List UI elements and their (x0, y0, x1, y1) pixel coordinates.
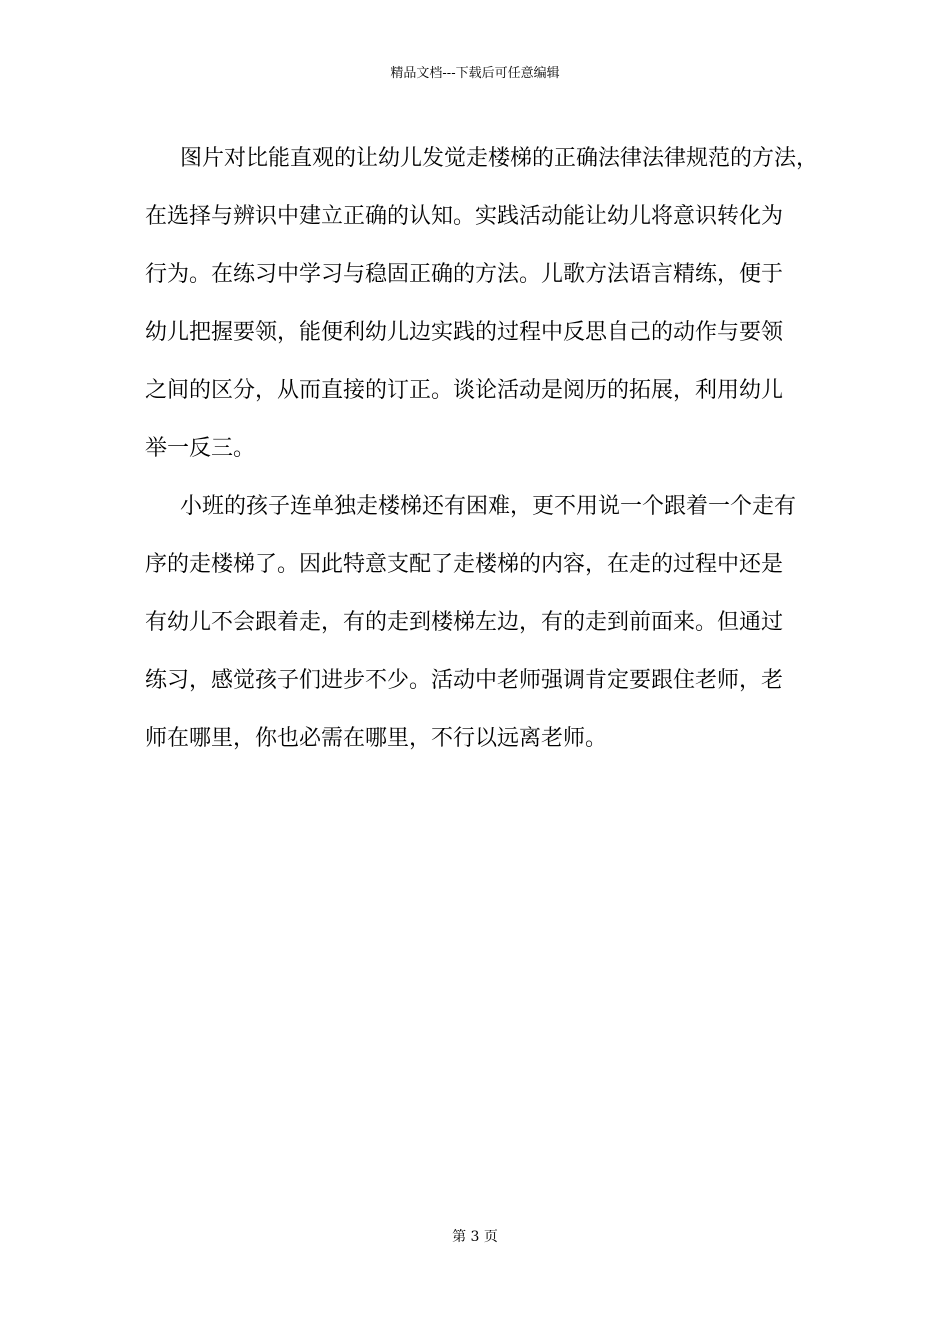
text-line: 师在哪里，你也必需在哪里，不行以远离老师。 (145, 726, 608, 751)
page-number: 第 3 页 (452, 1229, 498, 1245)
header-text: 精品文档---下载后可任意编辑 (390, 66, 560, 81)
document-body (145, 130, 835, 768)
page-header (0, 66, 950, 82)
text-line: 幼儿把握要领，能便利幼儿边实践的过程中反思自己的动作与要领 (145, 320, 784, 345)
text-line: 之间的区分，从而直接的订正。谈论活动是阅历的拓展，利用幼儿 (145, 378, 784, 403)
text-line: 小班的孩子连单独走楼梯还有困难，更不用说一个跟着一个走有 (180, 494, 797, 519)
text-line: 序的走楼梯了。因此特意支配了走楼梯的内容，在走的过程中还是 (145, 552, 784, 577)
text-line: 图片对比能直观的让幼儿发觉走楼梯的正确法律法律规范的方法， (180, 146, 819, 171)
paragraph-1 (145, 130, 835, 478)
paragraph-2 (145, 478, 835, 768)
text-line: 练习，感觉孩子们进步不少。活动中老师强调肯定要跟住老师，老 (145, 668, 784, 693)
text-line: 在选择与辨识中建立正确的认知。实践活动能让幼儿将意识转化为 (145, 204, 784, 229)
text-line: 行为。在练习中学习与稳固正确的方法。儿歌方法语言精练，便于 (145, 262, 784, 287)
text-line: 有幼儿不会跟着走，有的走到楼梯左边，有的走到前面来。但通过 (145, 610, 784, 635)
page-footer (0, 1228, 950, 1246)
text-line: 举一反三。 (145, 436, 256, 461)
